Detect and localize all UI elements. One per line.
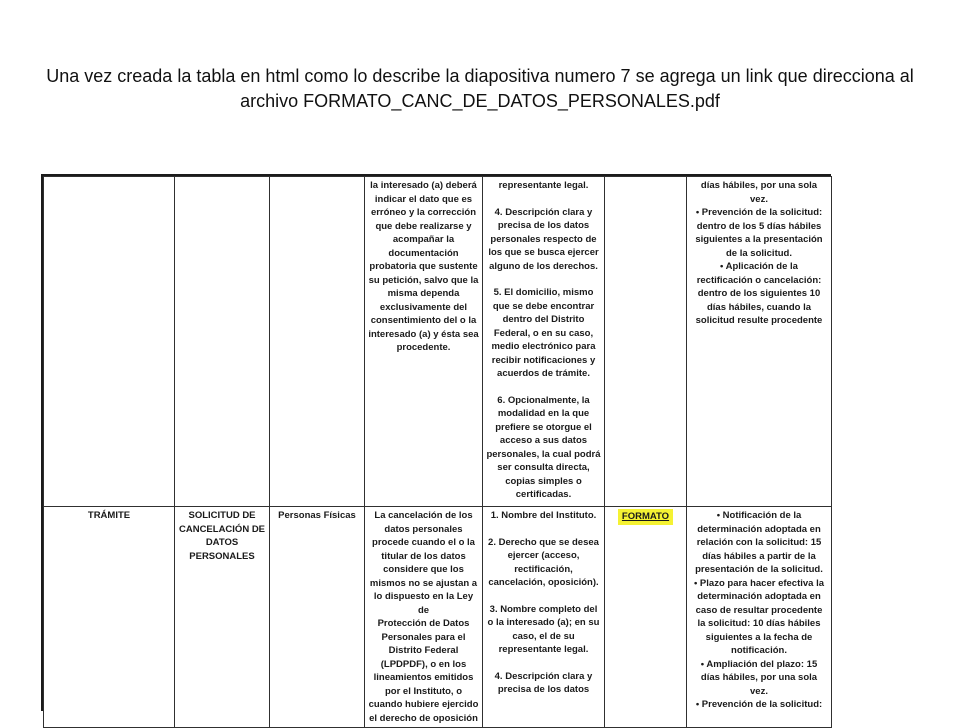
deadlines-text: • Notificación de la determinación adoptada en relación con la solicitud: 15 días hábiles a partir de la presentación de la solicitud. • Plazo para hacer efectiva la determinación adoptada en caso de resultar procedente la solicitud: 10 días hábiles siguientes a la fecha de notificación. • Ampliación del plazo: 15 días hábiles, por una sola vez. • Prevención de la solicitud: bbox=[693, 510, 825, 710]
table-cell-empty bbox=[605, 177, 687, 507]
description-text: La cancelación de los datos personales procede cuando el o la titular de los datos considere que los mismos no se ajustan a lo dispuesto en la Ley de Protección de Datos Personales para el Distrito Federal (LPDPDF), o en los lineamientos emitidos por el Instituto, o cuando hubiere ejercido el derecho de oposición bbox=[368, 510, 479, 724]
table-cell-requirements bbox=[483, 177, 605, 507]
table-cell-requirements bbox=[483, 507, 605, 728]
table-cell-description bbox=[365, 177, 483, 507]
table-cell-format bbox=[605, 507, 687, 728]
table-cell-deadlines bbox=[687, 507, 832, 728]
tramite-name: SOLICITUD DE CANCELACIÓN DE DATOS PERSONALES bbox=[178, 510, 266, 562]
table-row bbox=[44, 177, 832, 507]
tramite-label: TRÁMITE bbox=[87, 510, 131, 521]
table-cell-empty bbox=[175, 177, 270, 507]
requirement-item: 6. Opcionalmente, la modalidad en la que prefiere se otorgue el acceso a sus datos personales, la cual podrá ser consulta directa, copias simples o certificadas. bbox=[486, 394, 601, 500]
table-cell-name bbox=[175, 507, 270, 728]
tramites-table-image bbox=[41, 174, 831, 724]
requirement-item: 5. El domicilio, mismo que se debe encontrar dentro del Distrito Federal, o en su caso, medio electrónico para recibir notificaciones y acuerdos de trámite. bbox=[491, 287, 596, 379]
table-cell-description bbox=[365, 507, 483, 728]
applicant-type: Personas Físicas bbox=[278, 510, 356, 521]
tramites-table bbox=[43, 176, 832, 728]
table-cell-empty bbox=[44, 177, 175, 507]
requirement-item: 2. Derecho que se desea ejercer (acceso, rectificación, cancelación, oposición). bbox=[488, 536, 599, 588]
description-text: la interesado (a) deberá indicar el dato que es erróneo y la corrección que debe realizarse y acompañar la documentación probatoria que sustente su petición, salvo que la misma dependa exclusivamente del consentimiento del o la interesado (a) y ésta sea procedente. bbox=[368, 180, 479, 353]
table-cell-empty bbox=[270, 177, 365, 507]
formato-link[interactable]: FORMATO bbox=[618, 509, 673, 525]
requirement-item: 1. Nombre del Instituto. bbox=[490, 510, 597, 521]
requirement-item: 3. Nombre completo del o la interesado (a); en su caso, el de su representante legal. bbox=[487, 603, 600, 655]
table-row bbox=[44, 507, 832, 728]
table-cell-applicant bbox=[270, 507, 365, 728]
table-cell-deadlines bbox=[687, 177, 832, 507]
requirement-item: representante legal. bbox=[498, 180, 589, 191]
requirement-item: 4. Descripción clara y precisa de los datos personales respecto de los que se busca ejercer alguno de los derechos. bbox=[488, 206, 599, 272]
table-cell-type bbox=[44, 507, 175, 728]
requirement-item: 4. Descripción clara y precisa de los datos bbox=[494, 670, 593, 695]
slide-title: Una vez creada la tabla en html como lo describe la diapositiva numero 7 se agrega un link que direcciona al archivo FORMATO_CANC_DE_DATOS_PERSONALES.pdf bbox=[46, 66, 914, 111]
deadlines-text: días hábiles, por una sola vez. • Prevención de la solicitud: dentro de los 5 días hábiles siguientes a la presentación de la solicitud. • Aplicación de la rectificación o cancelación: dentro de los siguientes 10 días hábiles, cuando la solicitud resulte procedente bbox=[695, 180, 823, 326]
